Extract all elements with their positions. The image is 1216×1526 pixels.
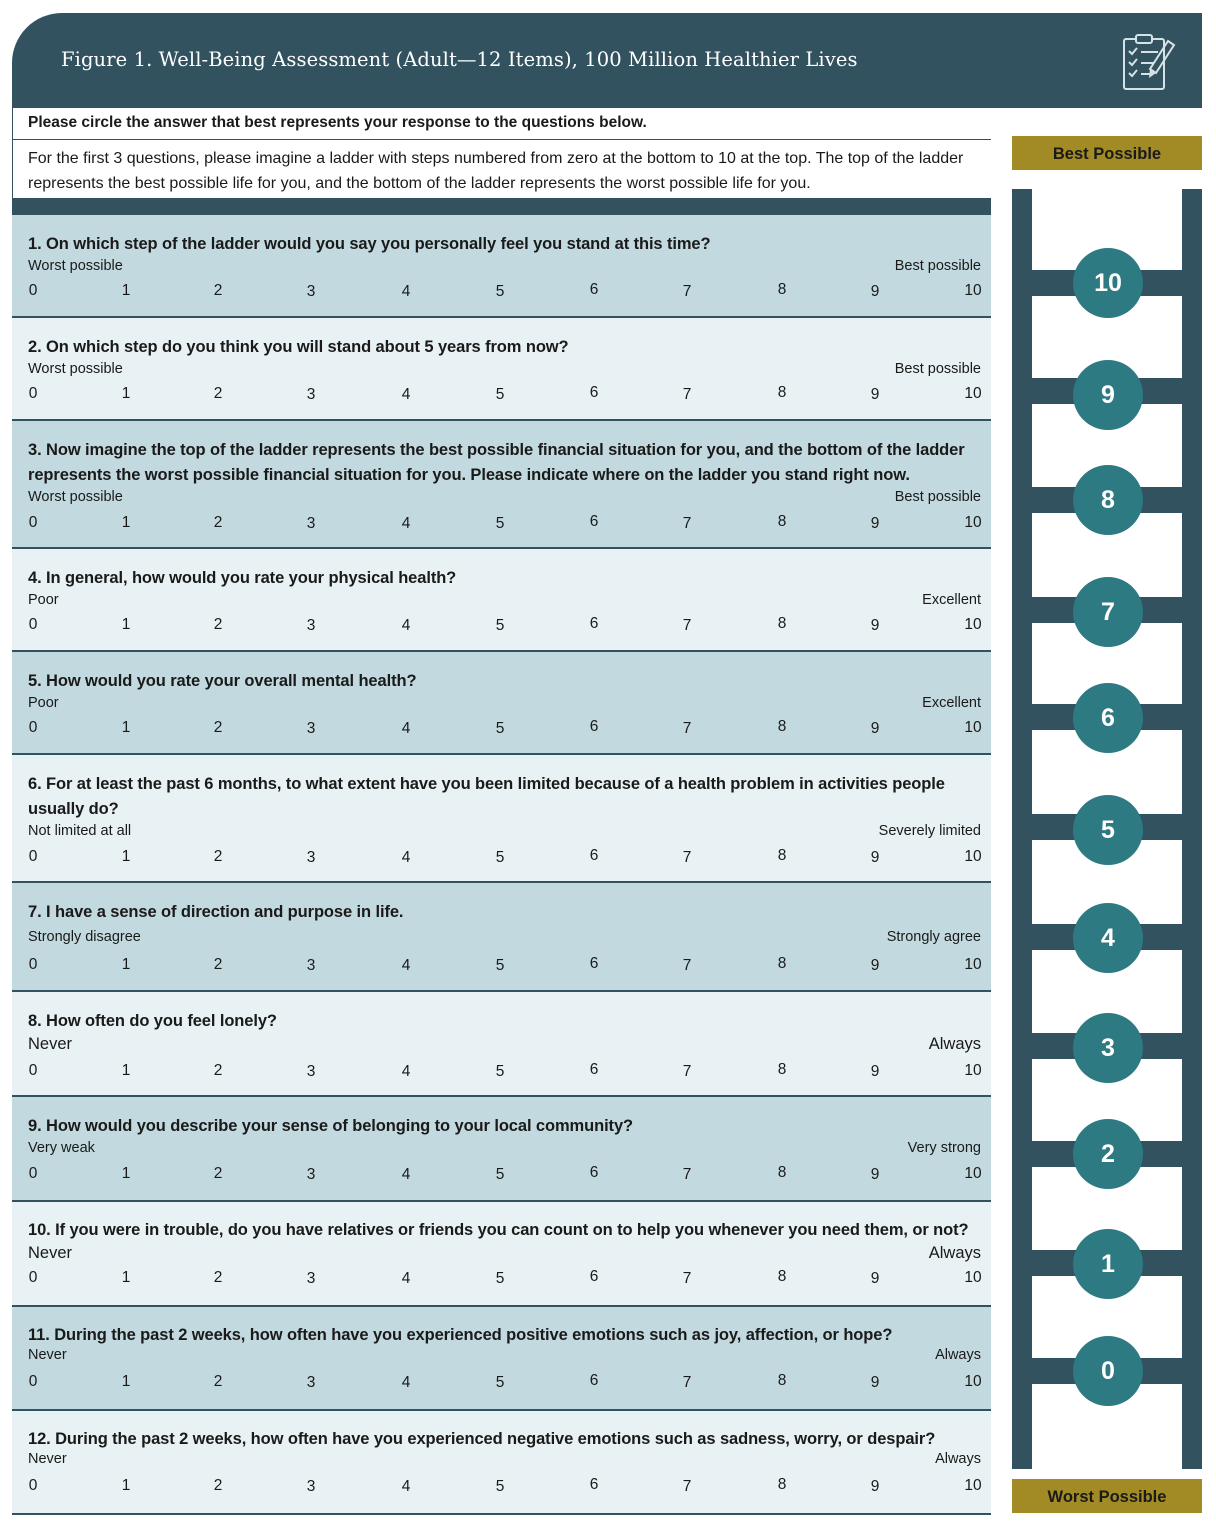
scale-high-anchor: Very strong	[907, 1140, 981, 1156]
scale-high-anchor: Always	[935, 1451, 981, 1467]
question-block	[12, 992, 991, 1097]
scale-low-anchor: Worst possible	[28, 489, 123, 505]
scale-option-5[interactable]: 5	[495, 1166, 505, 1183]
scale-option-0[interactable]: 0	[28, 1165, 38, 1182]
scale-option-10[interactable]: 10	[964, 1165, 982, 1182]
scale-option-7[interactable]: 7	[682, 386, 692, 403]
scale-option-5[interactable]: 5	[495, 720, 505, 737]
scale-option-0[interactable]: 0	[28, 1269, 38, 1286]
scale-high-anchor: Excellent	[922, 592, 981, 608]
scale-high-anchor: Severely limited	[878, 823, 981, 839]
scale-option-9[interactable]: 9	[870, 617, 880, 634]
scale-low-anchor: Worst possible	[28, 361, 123, 377]
scale-option-1[interactable]: 1	[121, 956, 131, 973]
ladder-step-5: 5	[1073, 795, 1143, 865]
scale-option-8[interactable]: 8	[777, 718, 787, 735]
scale-option-2[interactable]: 2	[213, 956, 223, 973]
scale-option-6[interactable]: 6	[589, 384, 599, 401]
divider	[12, 139, 991, 140]
question-text: 6. For at least the past 6 months, to what extent have you been limited because of a health problem in activities people usually do?	[28, 775, 945, 818]
question-text: 3. Now imagine the top of the ladder represents the best possible financial situation for you, and the bottom of the ladder represents the worst possible financial situation for you. Please indicate where on the ladder you stand right now.	[28, 441, 965, 484]
scale-option-3[interactable]: 3	[306, 1478, 316, 1495]
scale-high-anchor: Excellent	[922, 695, 981, 711]
scale-high-anchor: Strongly agree	[886, 929, 981, 945]
scale-option-7[interactable]: 7	[682, 1063, 692, 1080]
scale-option-4[interactable]: 4	[401, 283, 411, 300]
scale-option-1[interactable]: 1	[121, 616, 131, 633]
scale-option-6[interactable]: 6	[589, 847, 599, 864]
scale-option-2[interactable]: 2	[213, 848, 223, 865]
ladder-step-9: 9	[1073, 360, 1143, 430]
scale-option-0[interactable]: 0	[28, 282, 38, 299]
scale-option-8[interactable]: 8	[777, 1164, 787, 1181]
scale-option-8[interactable]: 8	[777, 1061, 787, 1078]
scale-option-4[interactable]: 4	[401, 1478, 411, 1495]
scale-option-10[interactable]: 10	[964, 956, 982, 973]
scale-option-0[interactable]: 0	[28, 385, 38, 402]
ladder-step-3: 3	[1073, 1013, 1143, 1083]
scale-option-10[interactable]: 10	[964, 848, 982, 865]
scale-option-1[interactable]: 1	[121, 848, 131, 865]
scale-option-1[interactable]: 1	[121, 1373, 131, 1390]
scale-option-1[interactable]: 1	[121, 1165, 131, 1182]
header-banner	[12, 13, 1202, 108]
scale-option-7[interactable]: 7	[682, 849, 692, 866]
scale-option-9[interactable]: 9	[870, 1478, 880, 1495]
scale-option-5[interactable]: 5	[495, 1063, 505, 1080]
scale-option-7[interactable]: 7	[682, 720, 692, 737]
question-text: 12. During the past 2 weeks, how often have you experienced negative emotions such as sadness, worry, or despair?	[28, 1430, 936, 1448]
question-text: 4. In general, how would you rate your physical health?	[28, 569, 457, 587]
scale-option-6[interactable]: 6	[589, 1476, 599, 1493]
scale-low-anchor: Very weak	[28, 1140, 95, 1156]
clipboard-checklist-icon	[1116, 31, 1178, 93]
ladder-top-label: Best Possible	[1012, 136, 1202, 170]
scale-option-6[interactable]: 6	[589, 955, 599, 972]
scale-low-anchor: Never	[28, 1347, 67, 1363]
scale-high-anchor: Best possible	[894, 361, 981, 377]
scale-option-2[interactable]: 2	[213, 385, 223, 402]
question-block	[12, 1307, 991, 1411]
scale-option-9[interactable]: 9	[870, 1374, 880, 1391]
scale-option-4[interactable]: 4	[401, 617, 411, 634]
scale-option-8[interactable]: 8	[777, 513, 787, 530]
scale-option-2[interactable]: 2	[213, 282, 223, 299]
scale-option-2[interactable]: 2	[213, 1269, 223, 1286]
scale-option-2[interactable]: 2	[213, 719, 223, 736]
question-text: 8. How often do you feel lonely?	[28, 1012, 277, 1030]
scale-option-7[interactable]: 7	[682, 1478, 692, 1495]
scale-option-0[interactable]: 0	[28, 719, 38, 736]
scale-option-3[interactable]: 3	[306, 283, 316, 300]
scale-option-5[interactable]: 5	[495, 957, 505, 974]
scale-option-6[interactable]: 6	[589, 1268, 599, 1285]
section-divider-bar	[12, 198, 991, 215]
scale-option-7[interactable]: 7	[682, 1270, 692, 1287]
scale-option-8[interactable]: 8	[777, 281, 787, 298]
scale-option-3[interactable]: 3	[306, 1166, 316, 1183]
scale-option-6[interactable]: 6	[589, 281, 599, 298]
scale-option-3[interactable]: 3	[306, 617, 316, 634]
scale-option-4[interactable]: 4	[401, 515, 411, 532]
question-block	[12, 1202, 991, 1307]
scale-option-0[interactable]: 0	[28, 1062, 38, 1079]
scale-low-anchor: Never	[28, 1451, 67, 1467]
question-block	[12, 549, 991, 652]
scale-option-7[interactable]: 7	[682, 1166, 692, 1183]
scale-low-anchor: Strongly disagree	[28, 929, 141, 945]
ladder-step-7: 7	[1073, 577, 1143, 647]
scale-option-5[interactable]: 5	[495, 283, 505, 300]
scale-option-4[interactable]: 4	[401, 1063, 411, 1080]
scale-option-3[interactable]: 3	[306, 957, 316, 974]
scale-option-8[interactable]: 8	[777, 1372, 787, 1389]
scale-option-6[interactable]: 6	[589, 1372, 599, 1389]
scale-option-9[interactable]: 9	[870, 957, 880, 974]
scale-low-anchor: Poor	[28, 695, 59, 711]
scale-option-1[interactable]: 1	[121, 1062, 131, 1079]
scale-option-9[interactable]: 9	[870, 849, 880, 866]
scale-option-4[interactable]: 4	[401, 1166, 411, 1183]
scale-option-10[interactable]: 10	[964, 616, 982, 633]
scale-option-4[interactable]: 4	[401, 386, 411, 403]
scale-low-anchor: Poor	[28, 592, 59, 608]
scale-option-3[interactable]: 3	[306, 386, 316, 403]
ladder-step-1: 1	[1073, 1229, 1143, 1299]
scale-option-3[interactable]: 3	[306, 849, 316, 866]
scale-high-anchor: Always	[928, 1244, 981, 1262]
scale-option-10[interactable]: 10	[964, 1269, 982, 1286]
scale-option-8[interactable]: 8	[777, 1476, 787, 1493]
scale-option-0[interactable]: 0	[28, 848, 38, 865]
scale-option-5[interactable]: 5	[495, 617, 505, 634]
question-text: 2. On which step do you think you will stand about 5 years from now?	[28, 338, 569, 356]
scale-option-2[interactable]: 2	[213, 1062, 223, 1079]
question-block	[12, 755, 991, 883]
scale-option-0[interactable]: 0	[28, 616, 38, 633]
scale-option-4[interactable]: 4	[401, 957, 411, 974]
scale-option-6[interactable]: 6	[589, 513, 599, 530]
scale-option-6[interactable]: 6	[589, 615, 599, 632]
question-text: 10. If you were in trouble, do you have relatives or friends you can count on to help you whenever you need them, or not?	[28, 1221, 969, 1239]
scale-option-6[interactable]: 6	[589, 718, 599, 735]
scale-low-anchor: Not limited at all	[28, 823, 132, 839]
scale-option-10[interactable]: 10	[964, 1477, 982, 1494]
scale-option-0[interactable]: 0	[28, 514, 38, 531]
scale-option-6[interactable]: 6	[589, 1061, 599, 1078]
scale-option-0[interactable]: 0	[28, 956, 38, 973]
scale-option-3[interactable]: 3	[306, 1374, 316, 1391]
ladder-step-4: 4	[1073, 903, 1143, 973]
scale-option-1[interactable]: 1	[121, 1477, 131, 1494]
scale-high-anchor: Always	[928, 1035, 981, 1053]
scale-option-7[interactable]: 7	[682, 1374, 692, 1391]
scale-option-8[interactable]: 8	[777, 615, 787, 632]
ladder-step-0: 0	[1073, 1336, 1143, 1406]
ladder-step-10: 10	[1073, 248, 1143, 318]
scale-option-3[interactable]: 3	[306, 1270, 316, 1287]
scale-low-anchor: Worst possible	[28, 258, 123, 274]
scale-option-10[interactable]: 10	[964, 385, 982, 402]
scale-option-8[interactable]: 8	[777, 847, 787, 864]
scale-option-7[interactable]: 7	[682, 515, 692, 532]
scale-option-1[interactable]: 1	[121, 719, 131, 736]
scale-option-10[interactable]: 10	[964, 1373, 982, 1390]
scale-high-anchor: Best possible	[894, 489, 981, 505]
scale-option-2[interactable]: 2	[213, 514, 223, 531]
instruction-ladder: For the first 3 questions, please imagine a ladder with steps numbered from zero at the bottom to 10 at the top. The top of the ladder represents the best possible life for you, and the bottom of the ladder represents the worst possible life for you.	[28, 150, 964, 192]
scale-option-5[interactable]: 5	[495, 849, 505, 866]
ladder-step-8: 8	[1073, 465, 1143, 535]
scale-option-1[interactable]: 1	[121, 514, 131, 531]
scale-option-1[interactable]: 1	[121, 282, 131, 299]
scale-option-5[interactable]: 5	[495, 1270, 505, 1287]
scale-option-8[interactable]: 8	[777, 955, 787, 972]
scale-option-9[interactable]: 9	[870, 283, 880, 300]
scale-option-4[interactable]: 4	[401, 1270, 411, 1287]
question-text: 11. During the past 2 weeks, how often have you experienced positive emotions such as joy, affection, or hope?	[28, 1326, 893, 1344]
question-text: 1. On which step of the ladder would you say you personally feel you stand at this time?	[28, 235, 711, 253]
scale-option-2[interactable]: 2	[213, 1373, 223, 1390]
question-text: 5. How would you rate your overall mental health?	[28, 672, 417, 690]
question-text: 9. How would you describe your sense of belonging to your local community?	[28, 1117, 634, 1135]
ladder-bottom-label: Worst Possible	[1012, 1479, 1202, 1513]
scale-option-9[interactable]: 9	[870, 1166, 880, 1183]
ladder-step-2: 2	[1073, 1119, 1143, 1189]
scale-option-3[interactable]: 3	[306, 515, 316, 532]
scale-option-8[interactable]: 8	[777, 384, 787, 401]
scale-option-5[interactable]: 5	[495, 1478, 505, 1495]
scale-option-5[interactable]: 5	[495, 1374, 505, 1391]
ladder-step-6: 6	[1073, 683, 1143, 753]
scale-option-9[interactable]: 9	[870, 720, 880, 737]
scale-option-5[interactable]: 5	[495, 386, 505, 403]
scale-option-7[interactable]: 7	[682, 617, 692, 634]
scale-option-9[interactable]: 9	[870, 386, 880, 403]
scale-option-10[interactable]: 10	[964, 719, 982, 736]
scale-option-9[interactable]: 9	[870, 1063, 880, 1080]
scale-option-3[interactable]: 3	[306, 720, 316, 737]
scale-option-8[interactable]: 8	[777, 1268, 787, 1285]
scale-option-0[interactable]: 0	[28, 1373, 38, 1390]
scale-option-5[interactable]: 5	[495, 515, 505, 532]
instruction-circle-answer: Please circle the answer that best represents your response to the questions below.	[28, 114, 647, 131]
question-block	[12, 883, 991, 992]
question-block	[12, 652, 991, 755]
scale-high-anchor: Best possible	[894, 258, 981, 274]
question-list	[12, 215, 991, 1515]
scale-option-4[interactable]: 4	[401, 720, 411, 737]
scale-option-1[interactable]: 1	[121, 385, 131, 402]
scale-option-3[interactable]: 3	[306, 1063, 316, 1080]
scale-option-4[interactable]: 4	[401, 1374, 411, 1391]
scale-option-2[interactable]: 2	[213, 616, 223, 633]
question-text: 7. I have a sense of direction and purpose in life.	[28, 903, 404, 921]
scale-low-anchor: Never	[28, 1244, 73, 1262]
scale-option-10[interactable]: 10	[964, 514, 982, 531]
scale-option-10[interactable]: 10	[964, 282, 982, 299]
question-block	[12, 215, 991, 318]
scale-option-7[interactable]: 7	[682, 957, 692, 974]
scale-option-2[interactable]: 2	[213, 1477, 223, 1494]
scale-option-2[interactable]: 2	[213, 1165, 223, 1182]
scale-option-7[interactable]: 7	[682, 283, 692, 300]
scale-low-anchor: Never	[28, 1035, 73, 1053]
scale-option-1[interactable]: 1	[121, 1269, 131, 1286]
scale-option-4[interactable]: 4	[401, 849, 411, 866]
scale-option-9[interactable]: 9	[870, 1270, 880, 1287]
question-block	[12, 318, 991, 421]
scale-high-anchor: Always	[935, 1347, 981, 1363]
question-block	[12, 1411, 991, 1515]
scale-option-6[interactable]: 6	[589, 1164, 599, 1181]
question-block	[12, 421, 991, 549]
question-block	[12, 1097, 991, 1202]
scale-option-9[interactable]: 9	[870, 515, 880, 532]
scale-option-10[interactable]: 10	[964, 1062, 982, 1079]
figure-title: Figure 1. Well-Being Assessment (Adult—12 Items), 100 Million Healthier Lives	[61, 48, 858, 71]
scale-option-0[interactable]: 0	[28, 1477, 38, 1494]
